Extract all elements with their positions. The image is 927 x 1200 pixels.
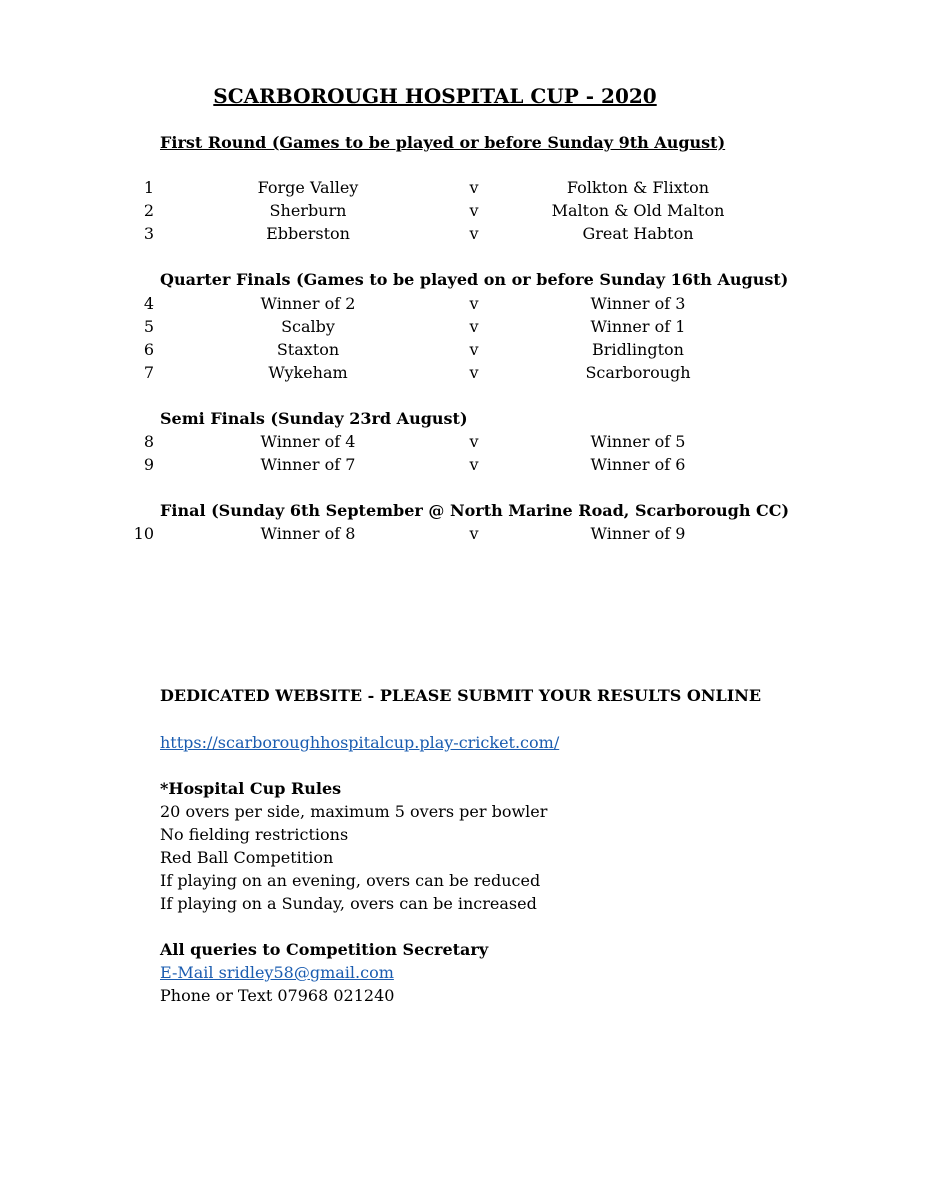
versus-label: v [469,178,479,197]
home-team: Winner of 8 [260,524,356,543]
website-link[interactable]: https://scarboroughhospitalcup.play-cricket.com/ [160,733,560,752]
match-number: 3 [143,224,154,243]
away-team: Bridlington [592,340,684,359]
match-row [0,340,927,363]
versus-label: v [469,363,479,382]
away-team: Winner of 5 [590,432,686,451]
quarter-finals-heading: Quarter Finals (Games to be played on or before Sunday 16th August) [160,270,789,289]
semi-finals-heading: Semi Finals (Sunday 23rd August) [160,409,468,428]
away-team: Scarborough [585,363,691,382]
rule-line: 20 overs per side, maximum 5 overs per bowler [160,802,548,821]
rules-heading: *Hospital Cup Rules [160,779,342,798]
contact-heading: All queries to Competition Secretary [160,940,489,959]
email-link[interactable]: E-Mail sridley58@gmail.com [160,963,394,982]
home-team: Winner of 2 [260,294,356,313]
home-team: Sherburn [269,201,347,220]
away-team: Malton & Old Malton [551,201,725,220]
versus-label: v [469,317,479,336]
rule-line: If playing on an evening, overs can be reduced [160,871,541,890]
match-row [0,363,927,386]
match-row [0,455,927,478]
match-row [0,317,927,340]
versus-label: v [469,524,479,543]
rule-line: No fielding restrictions [160,825,349,844]
final-heading: Final (Sunday 6th September @ North Marine Road, Scarborough CC) [160,501,790,520]
match-row [0,294,927,317]
home-team: Wykeham [268,363,348,382]
away-team: Winner of 6 [590,455,686,474]
document-title: SCARBOROUGH HOSPITAL CUP - 2020 [213,84,657,108]
match-row [0,178,927,201]
versus-label: v [469,201,479,220]
versus-label: v [469,224,479,243]
match-number: 10 [133,524,154,543]
home-team: Forge Valley [257,178,359,197]
phone-text: Phone or Text 07968 021240 [160,986,395,1005]
match-row [0,524,927,547]
home-team: Winner of 7 [260,455,356,474]
rule-line: Red Ball Competition [160,848,334,867]
versus-label: v [469,455,479,474]
away-team: Winner of 1 [590,317,686,336]
away-team: Folkton & Flixton [566,178,710,197]
versus-label: v [469,432,479,451]
match-number: 6 [143,340,154,359]
match-row [0,432,927,455]
match-number: 4 [143,294,154,313]
match-number: 9 [143,455,154,474]
home-team: Ebberston [266,224,350,243]
home-team: Staxton [276,340,340,359]
match-number: 1 [143,178,154,197]
rule-line: If playing on a Sunday, overs can be increased [160,894,537,913]
match-number: 7 [143,363,154,382]
home-team: Scalby [281,317,335,336]
away-team: Winner of 3 [590,294,686,313]
versus-label: v [469,294,479,313]
match-row [0,224,927,247]
away-team: Winner of 9 [590,524,686,543]
match-number: 8 [143,432,154,451]
home-team: Winner of 4 [260,432,356,451]
website-heading: DEDICATED WEBSITE - PLEASE SUBMIT YOUR RESULTS ONLINE [160,686,762,705]
match-row [0,201,927,224]
first-round-heading: First Round (Games to be played or before Sunday 9th August) [160,133,726,152]
versus-label: v [469,340,479,359]
match-number: 2 [143,201,154,220]
away-team: Great Habton [582,224,694,243]
match-number: 5 [143,317,154,336]
